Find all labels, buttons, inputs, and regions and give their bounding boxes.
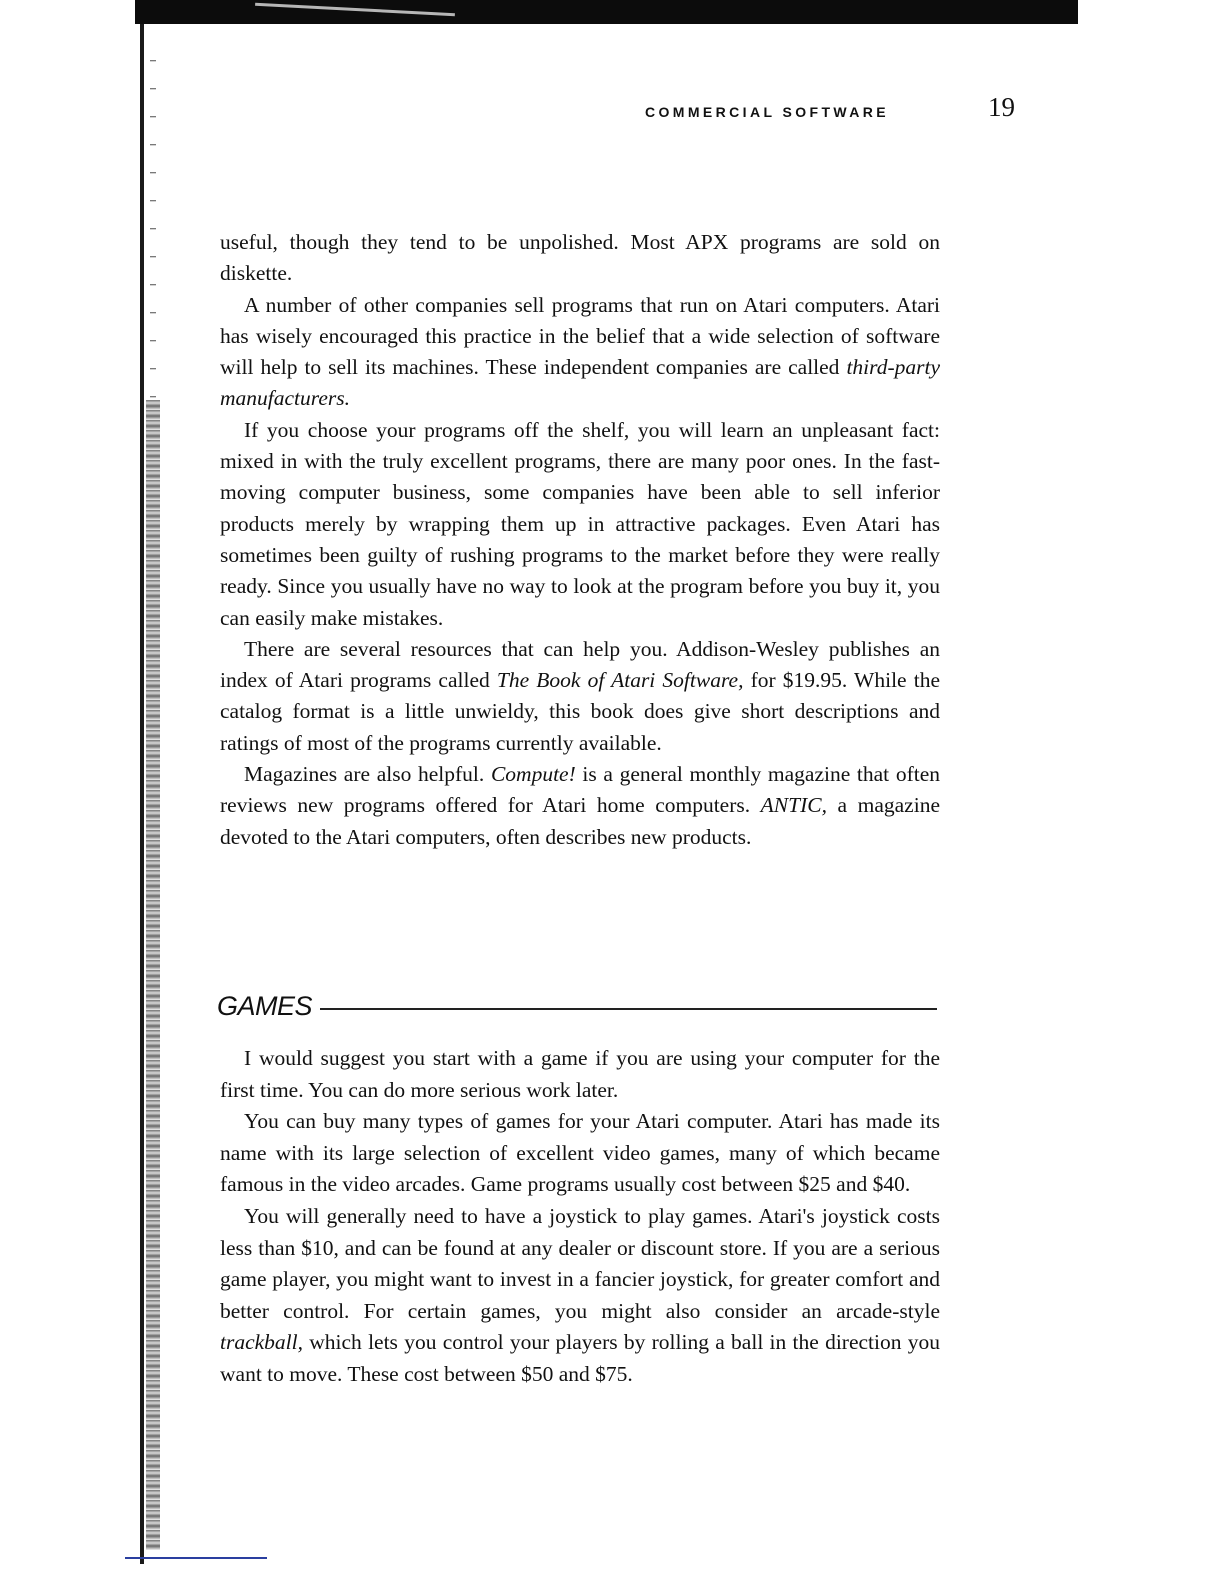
text-run: for $19.95. While the catalog format is a little unwieldy, this book does give short descriptions and ratings of most of the programs currently available. [220,668,940,755]
paragraph [220,759,940,853]
text-run: A number of other companies sell programs that run on Atari computers. Atari has wisely encouraged this practice in the belief that a wide selection of software will help to sell its machines. These independent companies are called [220,292,940,380]
scan-binding-marks [150,60,156,400]
magazine-title: Compute! [490,762,576,787]
scan-top-edge [135,0,1078,24]
scan-binding-shadow [146,400,160,1550]
paragraph: useful, though they tend to be unpolished. Most APX programs are sold on diskette. [220,230,940,286]
running-head: COMMERCIAL SOFTWARE [645,104,890,120]
section-rule [320,1008,937,1010]
text-run: which lets you control your players by rolling a ball in the direction you want to move. These cost between $50 and $75. [220,1330,940,1386]
paragraph [220,634,940,759]
paragraph: If you choose your programs off the shelf, you will learn an unpleasant fact: mixed in with the truly excellent programs, there are many poor ones. In the fast-moving computer business, some companies have been able to sell inferior products merely by wrapping them up in attractive packages. Even Atari has sometimes been guilty of rushing programs to the market before they were really ready. Since you usually have no way to look at the program before you buy it, you can easily make mistakes. [220,417,940,630]
text-run: There are several resources that can help you. Addison-Wesley publishes an index of Atari programs called [220,636,940,693]
intro-text [220,227,940,853]
scan-bottom-mark [125,1557,267,1559]
page-number: 19 [988,92,1015,122]
section-heading [217,986,937,1026]
section-title: GAMES [217,990,313,1021]
paragraph [220,1201,940,1391]
games-text [220,1043,940,1391]
text-run: You will generally need to have a joystick to play games. Atari's joystick costs less than $10, and can be found at any dealer or discount store. If you are a serious game player, you might want to invest in a fancier joystick, for greater comfort and better control. For certain games, you might also consider an arcade-style [220,1203,940,1323]
emphasis: third-party manufacturers. [220,355,940,411]
emphasis: trackball, [220,1330,303,1355]
paragraph [220,290,940,415]
scan-binding-edge [140,24,144,1564]
book-title: The Book of Atari Software, [496,668,744,693]
paragraph: You can buy many types of games for your Atari computer. Atari has made its name with its large selection of excellent video games, many of which became famous in the video arcades. Game programs usually cost between $25 and $40. [220,1109,940,1197]
magazine-title: ANTIC, [760,793,827,818]
paragraph: I would suggest you start with a game if you are using your computer for the first time. You can do more serious work later. [220,1046,940,1102]
text-run: a magazine devoted to the Atari computers, often describes new products. [220,793,940,849]
text-run: is a general monthly magazine that often reviews new programs offered for Atari home computers. [220,762,941,818]
text-run: Magazines are also helpful. [244,762,491,787]
